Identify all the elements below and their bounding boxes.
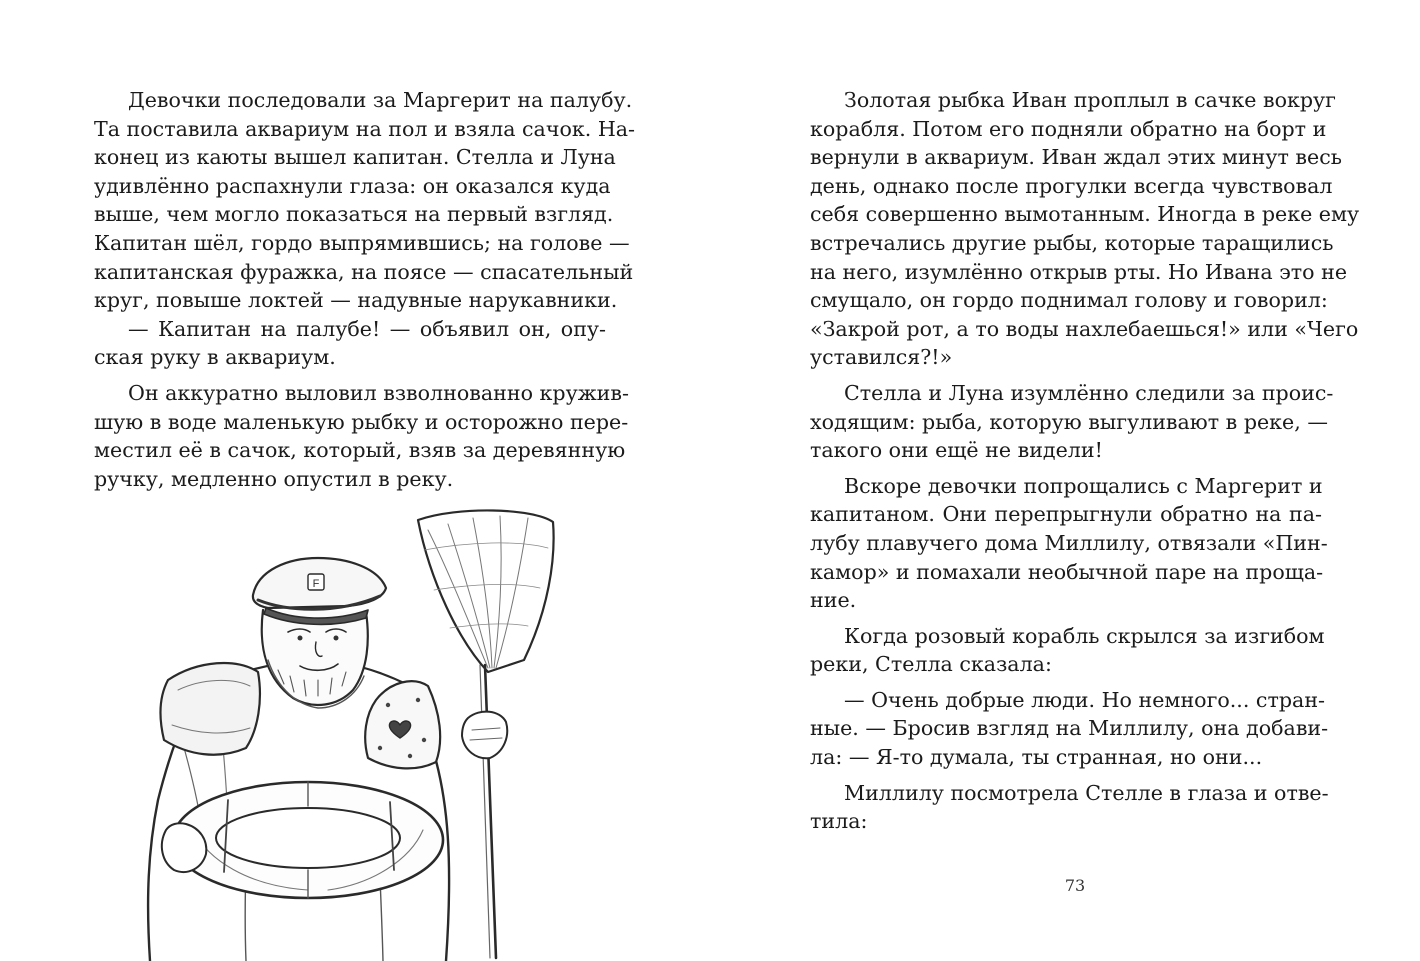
text-line: такого они ещё не видели!	[810, 438, 1103, 463]
text-line: капитанская фуражка, на поясе — спасательный	[94, 259, 634, 284]
right-page	[710, 0, 1420, 961]
text-line: тила:	[810, 809, 868, 834]
cap-badge-letter: F	[312, 578, 320, 590]
captain-illustration	[128, 500, 578, 961]
text-line: себя совершенно вымотанным. Иногда в реке ему	[810, 202, 1360, 227]
text-line: корабля. Потом его подняли обратно на борт и	[810, 116, 1327, 141]
text-line: капитаном. Они перепрыгнули обратно на па-	[810, 502, 1322, 527]
text-line: Стелла и Луна изумлённо следили за проис-	[844, 380, 1334, 405]
text-line: ла: — Я-то думала, ты странная, но они...	[810, 745, 1263, 770]
text-line: ская руку в аквариум.	[94, 345, 336, 370]
text-line: Он аккуратно выловил взволнованно кружив-	[128, 380, 629, 405]
text-line: Вскоре девочки попрощались с Маргерит и	[844, 473, 1323, 498]
text-line: конец из каюты вышел капитан. Стелла и Луна	[94, 145, 616, 170]
fishing-net	[418, 510, 554, 672]
right-armband	[365, 681, 440, 768]
text-line: на него, изумлённо открыв рты. Но Ивана это не	[810, 259, 1348, 284]
text-line: встречались другие рыбы, которые таращились	[810, 230, 1334, 255]
text-line: Когда розовый корабль скрылся за изгибом	[844, 623, 1325, 648]
text-line: реки, Стелла сказала:	[810, 652, 1052, 677]
text-line: вернули в аквариум. Иван ждал этих минут весь	[810, 145, 1342, 170]
page-number: 73	[1064, 876, 1086, 895]
text-line: ходящим: рыба, которую выгуливают в реке, —	[810, 409, 1328, 434]
text-line: — Очень добрые люди. Но немного... стран-	[844, 687, 1326, 712]
hand	[462, 712, 507, 759]
text-line: Миллилу посмотрела Стелле в глаза и отве-	[844, 780, 1329, 805]
text-line: «Закрой рот, а то воды нахлебаешься!» или «Чего	[810, 316, 1359, 341]
text-line: — Капитан на палубе! — объявил он, опу-	[128, 316, 606, 341]
text-line: круг, повыше локтей — надувные нарукавники.	[94, 288, 618, 313]
text-line: Золотая рыбка Иван проплыл в сачке вокруг	[844, 88, 1336, 112]
left-armband	[161, 663, 260, 755]
text-line: Капитан шёл, гордо выпрямившись; на голове —	[94, 230, 630, 255]
life-ring	[173, 782, 443, 898]
text-line: выше, чем могло показаться на первый взгляд.	[94, 202, 614, 227]
text-line: лубу плавучего дома Миллилу, отвязали «Пин-	[810, 530, 1328, 555]
left-page-text	[94, 86, 636, 493]
text-line: ные. — Бросив взгляд на Миллилу, она добави-	[810, 716, 1329, 741]
text-line: удивлённо распахнули глаза: он оказался куда	[94, 173, 611, 198]
text-line: шую в воде маленькую рыбку и осторожно пере-	[94, 409, 629, 434]
net-pole	[480, 665, 496, 958]
text-line: ручку, медленно опустил в реку.	[94, 466, 454, 491]
text-line: камор» и помахали необычной паре на проща-	[810, 559, 1324, 584]
text-line: смущало, он гордо поднимал голову и говорил:	[810, 288, 1328, 313]
text-line: Та поставила аквариум на пол и взяла сачок. На-	[94, 116, 636, 141]
text-line: день, однако после прогулки всегда чувствовал	[810, 173, 1333, 198]
text-line: местил её в сачок, который, взяв за деревянную	[94, 438, 626, 463]
text-line: ние.	[810, 588, 857, 613]
text-line: уставился?!»	[810, 345, 953, 370]
right-page-text	[810, 86, 1360, 836]
text-line: Девочки последовали за Маргерит на палубу.	[128, 88, 633, 112]
